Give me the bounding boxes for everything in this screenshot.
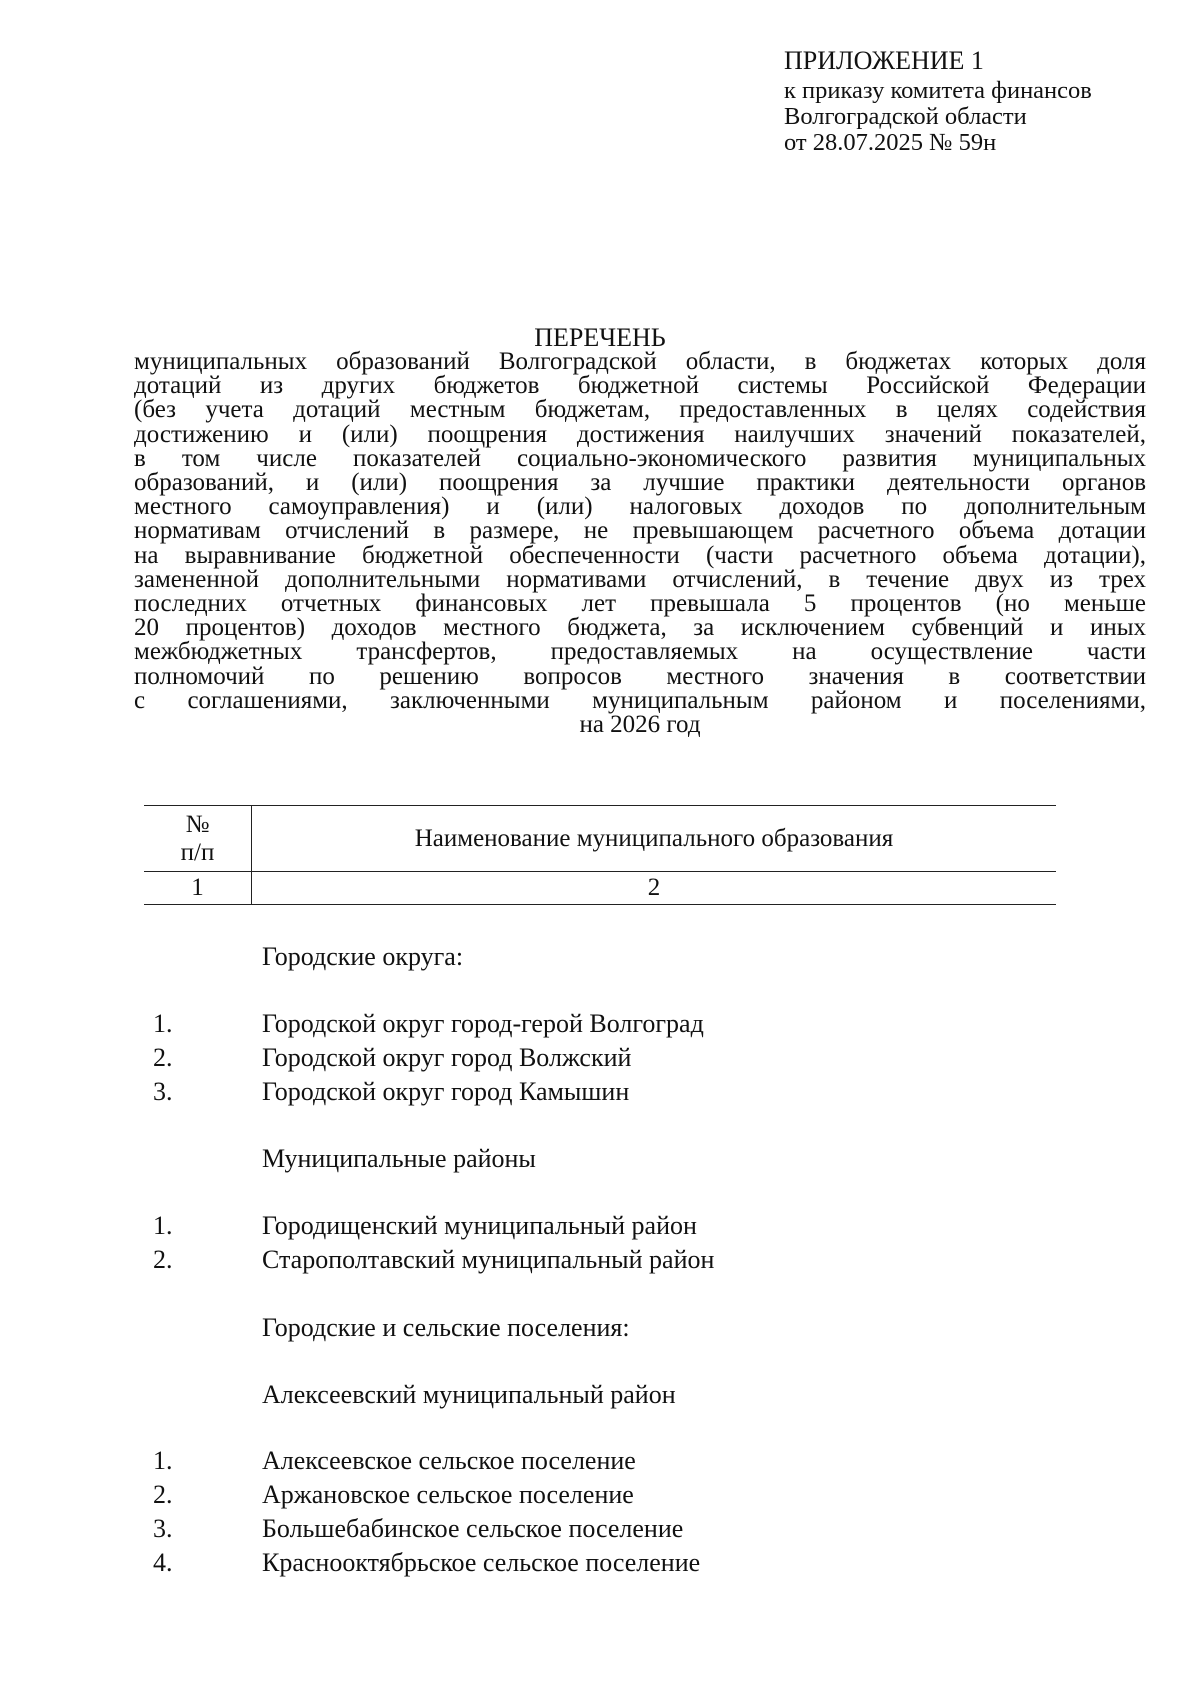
item-name: Большебабинское сельское поселение xyxy=(262,1514,684,1543)
index-cell-1: 1 xyxy=(144,872,252,905)
appendix-line: к приказу комитета финансов xyxy=(784,77,1092,104)
item-name: Городищенский муниципальный район xyxy=(262,1211,697,1240)
item-name: Алексеевское сельское поселение xyxy=(262,1446,636,1475)
appendix-line: от 28.07.2025 № 59н xyxy=(784,129,997,156)
item-number: 2. xyxy=(153,1043,173,1072)
item-number: 2. xyxy=(153,1245,173,1274)
section-title-alekseevsky: Алексеевский муниципальный район xyxy=(262,1380,676,1409)
item-number: 3. xyxy=(153,1514,173,1543)
header-name-cell: Наименование муниципального образования xyxy=(252,806,1057,872)
appendix-block xyxy=(784,46,1184,156)
item-number: 3. xyxy=(153,1077,173,1106)
item-name: Городской округ город Камышин xyxy=(262,1077,630,1106)
item-number: 1. xyxy=(153,1446,173,1475)
intro-line: замененной дополнительными нормативами отчислений, в течение двух из трех xyxy=(134,565,1146,593)
intro-line: дотаций из других бюджетов бюджетной системы Российской Федерации xyxy=(134,372,1146,400)
item-name: Краснооктябрьское сельское поселение xyxy=(262,1548,701,1577)
section-title-city-districts: Городские округа: xyxy=(262,942,464,971)
intro-line: образований, и (или) поощрения за лучшие практики деятельности органов xyxy=(134,469,1146,497)
header-number-symbol: № xyxy=(185,810,210,838)
intro-line: достижению и (или) поощрения достижения наилучших значений показателей, xyxy=(134,420,1146,448)
appendix-line: Волгоградской области xyxy=(784,103,1027,130)
intro-line: (без учета дотаций местным бюджетам, предоставленных в целях содействия xyxy=(134,396,1146,424)
header-number-cell xyxy=(144,806,252,872)
item-name: Городской округ город-герой Волгоград xyxy=(262,1009,704,1038)
intro-line: нормативам отчислений в размере, не превышающем расчетного объема дотации xyxy=(134,517,1146,545)
intro-line: с соглашениями, заключенными муниципальным районом и поселениями, xyxy=(134,686,1146,714)
intro-line: полномочий по решению вопросов местного значения в соответствии xyxy=(134,662,1146,690)
item-number: 1. xyxy=(153,1009,173,1038)
header-number-label: п/п xyxy=(180,838,215,866)
item-name: Городской округ город Волжский xyxy=(262,1043,632,1072)
intro-line: на выравнивание бюджетной обеспеченности (части расчетного объема дотации), xyxy=(134,541,1146,569)
intro-line: 20 процентов) доходов местного бюджета, за исключением субвенций и иных xyxy=(134,614,1146,642)
section-title-settlements: Городские и сельские поселения: xyxy=(262,1313,630,1342)
intro-line: местного самоуправления) и (или) налоговых доходов по дополнительным xyxy=(134,493,1146,521)
list-header-table xyxy=(144,805,1056,905)
item-name: Старополтавский муниципальный район xyxy=(262,1245,715,1274)
item-number: 4. xyxy=(153,1548,173,1577)
item-name: Аржановское сельское поселение xyxy=(262,1480,634,1509)
appendix-title: ПРИЛОЖЕНИЕ 1 xyxy=(784,46,984,75)
table-header-row xyxy=(144,806,1056,872)
document-heading: ПЕРЕЧЕНЬ xyxy=(534,323,666,352)
intro-line: последних отчетных финансовых лет превышала 5 процентов (но меньше xyxy=(134,590,1146,618)
intro-line: в том числе показателей социально-экономического развития муниципальных xyxy=(134,444,1146,472)
intro-line: на 2026 год xyxy=(579,711,701,739)
section-title-municipal-districts: Муниципальные районы xyxy=(262,1144,536,1173)
intro-line: муниципальных образований Волгоградской области, в бюджетах которых доля xyxy=(134,348,1146,375)
table-index-row xyxy=(144,872,1056,905)
index-cell-2: 2 xyxy=(252,872,1057,905)
intro-line: межбюджетных трансфертов, предоставляемых на осуществление части xyxy=(134,638,1146,666)
item-number: 1. xyxy=(153,1211,173,1240)
document-intro xyxy=(134,350,1146,737)
item-number: 2. xyxy=(153,1480,173,1509)
